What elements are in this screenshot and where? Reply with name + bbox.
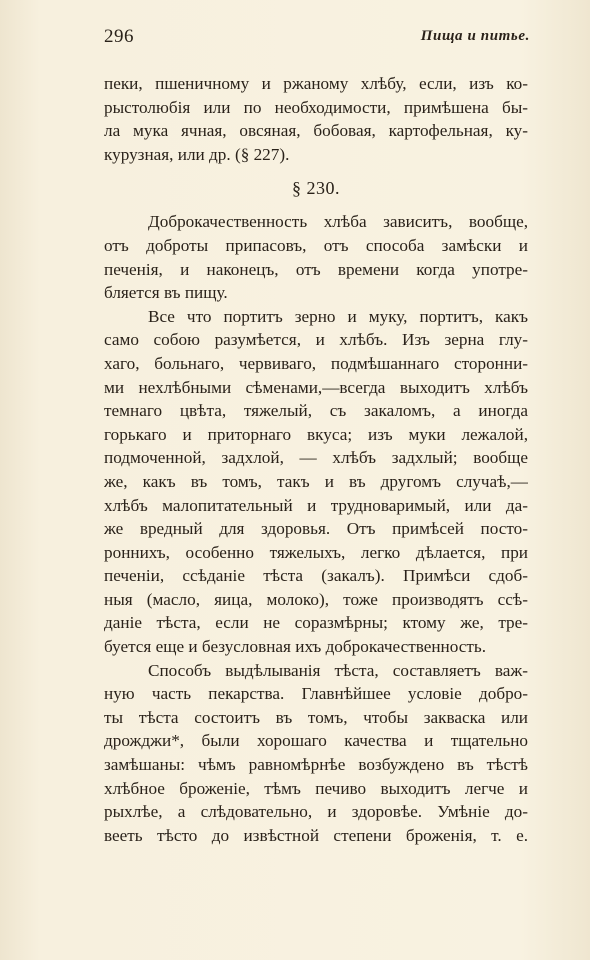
page-body [104, 72, 528, 847]
running-title: Пища и питье. [420, 28, 530, 44]
text-line: бляется въ пищу. [104, 283, 228, 303]
text-line: рыстолюбія или по необходимости, примѣшена бы- [104, 97, 528, 117]
text-line: хлѣбъ малопитательный и трудноваримый, или да- [104, 495, 528, 515]
text-line: роннихъ, особенно тяжелыхъ, легко дѣлается, при [104, 542, 528, 562]
text-line: горькаго и приторнаго вкуса; изъ муки лежалой, [104, 424, 528, 444]
text-line: замѣшаны: чѣмъ равномѣрнѣе возбуждено въ тѣстѣ [104, 755, 528, 775]
text-line: же, какъ въ томъ, такъ и въ другомъ случаѣ,— [104, 471, 528, 491]
text-line: ныя (масло, яица, молоко), тоже производятъ ссѣ- [104, 589, 528, 609]
text-line: печеніи, ссѣданіе тѣста (закалъ). Примѣси сдоб- [104, 566, 528, 586]
text-line: ла мука ячная, овсяная, бобовая, картофельная, ку- [104, 121, 528, 141]
text-line: темнаго цвѣта, тяжелый, съ закаломъ, а иногда [104, 401, 528, 421]
text-line: Все что портитъ зерно и муку, портитъ, какъ [148, 306, 528, 326]
text-line: буется еще и безусловная ихъ доброкачественность. [104, 637, 487, 657]
text-line: ми нехлѣбными сѣменами,—всегда выходитъ хлѣбъ [104, 377, 528, 397]
section-title: § 230. [292, 178, 340, 199]
text-line: хаго, больнаго, червиваго, подмѣшаннаго сторонни- [104, 353, 528, 373]
text-line: отъ доброты припасовъ, отъ способа замѣски и [104, 235, 528, 255]
page-header [104, 26, 530, 50]
text-line: Способъ выдѣлыванія тѣста, составляетъ важ- [148, 660, 528, 680]
text-line: дрожджи*, были хорошаго качества и тщательно [104, 731, 528, 751]
text-line: подмоченной, задхлой, — хлѣбъ задхлый; вообще [104, 448, 528, 468]
text-line: ты тѣста состоитъ въ томъ, чтобы закваска или [104, 707, 528, 727]
text-line: само собою разумѣется, и хлѣбъ. Изъ зерна глу- [104, 330, 528, 350]
text-line: хлѣбное броженіе, тѣмъ печиво выходитъ легче и [104, 778, 528, 798]
text-line: печенія, и наконецъ, отъ времени когда употре- [104, 259, 528, 279]
text-line: Доброкачественность хлѣба зависитъ, вообще, [148, 212, 528, 232]
text-line: пеки, пшеничному и ржаному хлѣбу, если, изъ ко- [104, 74, 528, 93]
text-line: ную часть пекарства. Главнѣйшее условіе добро- [104, 684, 528, 704]
text-line: рыхлѣе, а слѣдовательно, и здоровѣе. Умѣніе до- [104, 802, 528, 822]
text-line: даніе тѣста, если не соразмѣрны; ктому же, тре- [104, 613, 528, 633]
page-number: 296 [104, 26, 134, 47]
text-line: же вредный для здоровья. Отъ примѣсей посто- [104, 519, 528, 539]
text-line: курузная, или др. (§ 227). [104, 144, 290, 164]
text-line: вееть тѣсто до извѣстной степени броженія, т. е. [104, 825, 528, 845]
